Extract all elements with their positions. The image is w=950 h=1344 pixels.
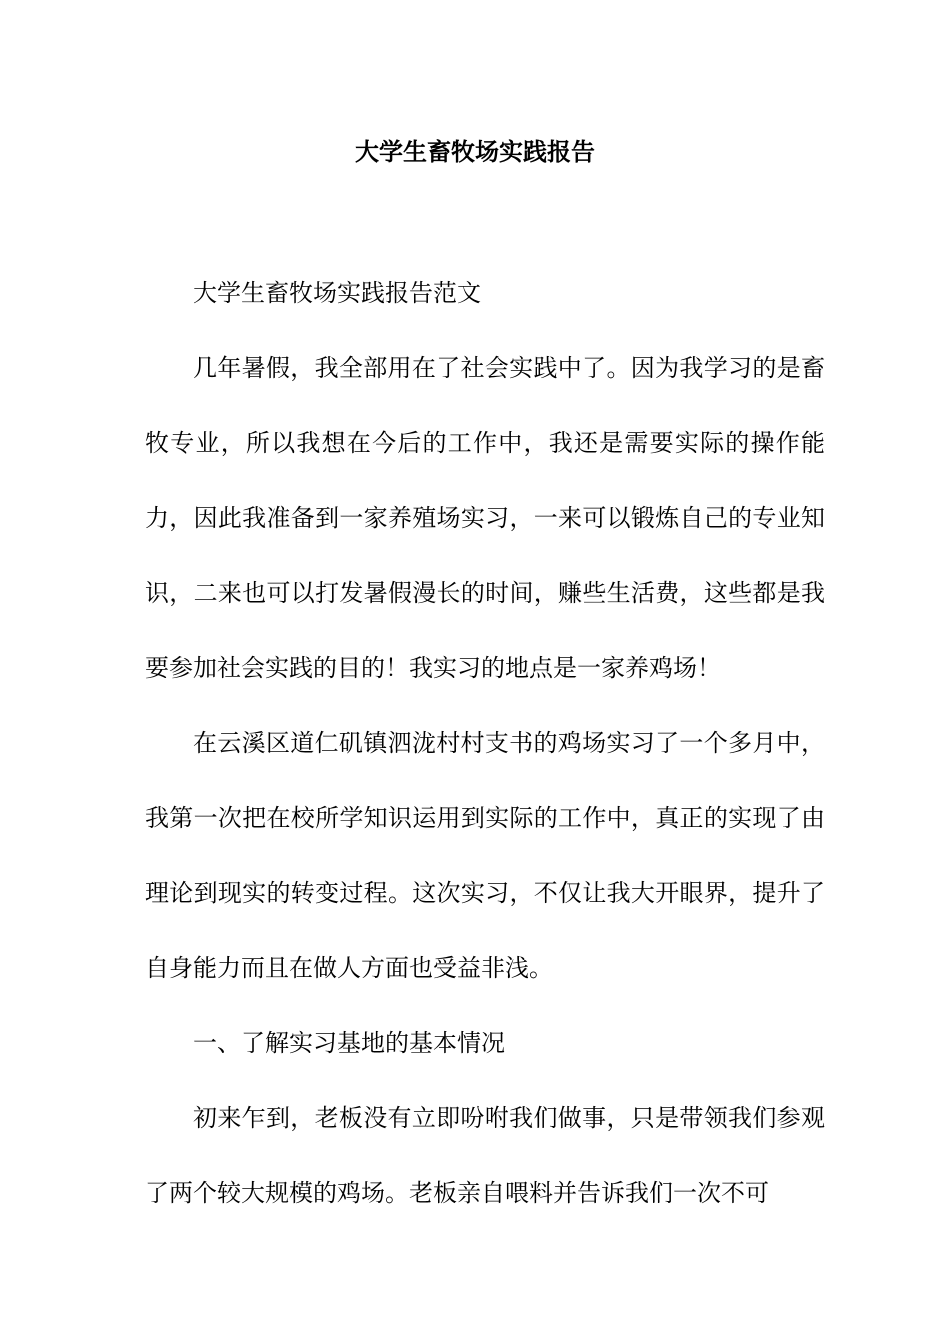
document-body — [145, 256, 825, 1231]
document-title: 大学生畜牧场实践报告 — [355, 137, 595, 166]
section-heading-1: 一、了解实习基地的基本情况 — [193, 1029, 505, 1057]
paragraph-subtitle: 大学生畜牧场实践报告范文 — [193, 279, 481, 307]
paragraph-intro: 几年暑假，我全部用在了社会实践中了。因为我学习的是畜牧专业，所以我想在今后的工作中，我还是需要实际的操作能力，因此我准备到一家养殖场实习，一来可以锻炼自己的专业知识，二来也可以打发暑假漫长的时间，赚些生活费，这些都是我要参加社会实践的目的！我实习的地点是一家养鸡场！ — [145, 354, 825, 682]
paragraph-internship: 在云溪区道仁矶镇泗泷村村支书的鸡场实习了一个多月中，我第一次把在校所学知识运用到实际的工作中，真正的实现了由理论到现实的转变过程。这次实习，不仅让我大开眼界，提升了自身能力而且在做人方面也受益非浅。 — [145, 729, 825, 982]
paragraph-arrival: 初来乍到，老板没有立即吩咐我们做事，只是带领我们参观了两个较大规模的鸡场。老板亲自喂料并告诉我们一次不可 — [145, 1104, 825, 1207]
